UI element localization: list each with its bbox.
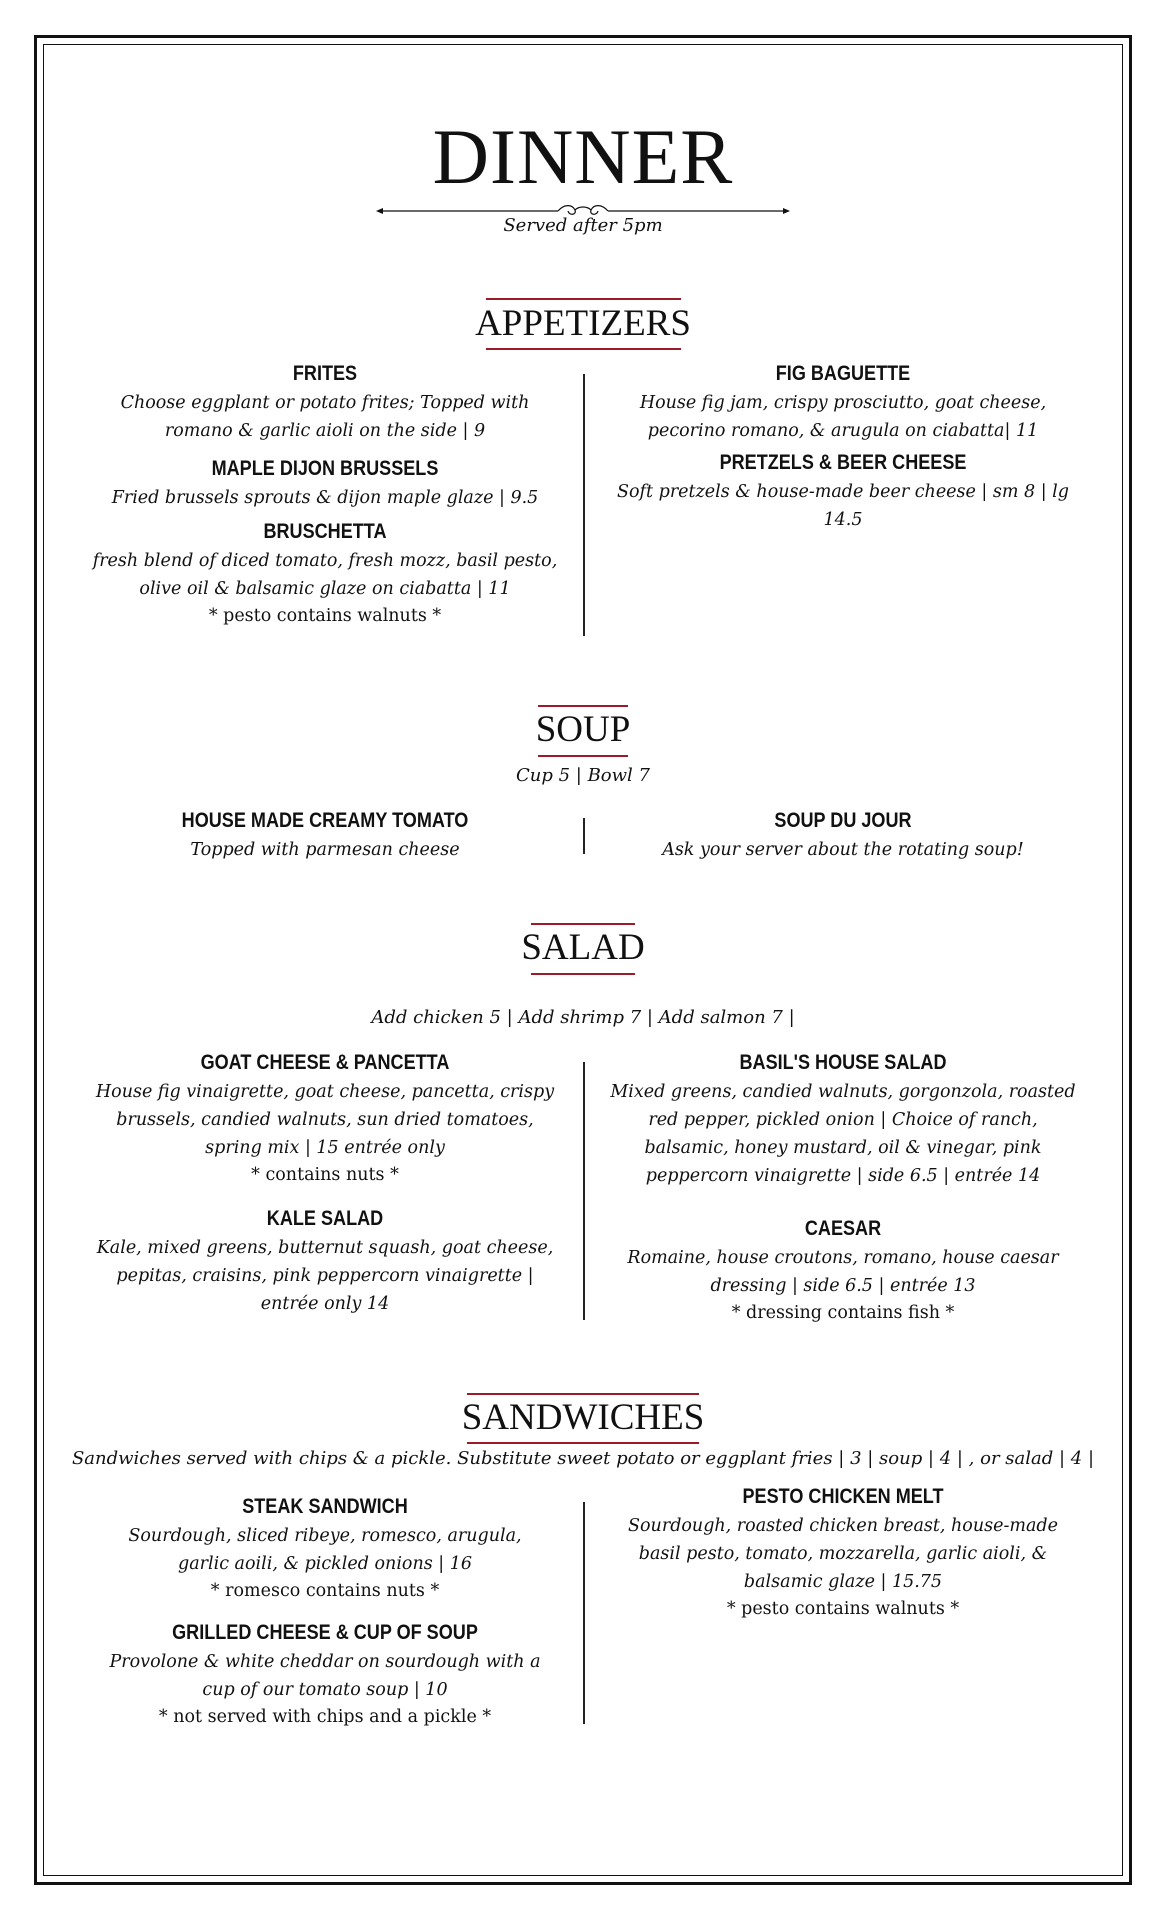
item-note: * romesco contains nuts * [210,1581,440,1601]
menu-item [90,517,560,629]
item-name: GOAT CHEESE & PANCETTA [200,1051,450,1074]
soup-right-column [608,806,1078,864]
item-name: HOUSE MADE CREAMY TOMATO [181,809,469,832]
item-description: Sourdough, sliced ribeye, romesco, arugula, garlic aoili, & pickled onions | 16 [128,1526,522,1574]
item-name: SOUP DU JOUR [774,809,912,832]
item-description: Fried brussels sprouts & dijon maple glaze | 9.5 [111,488,539,508]
appetizers-rule-top [486,298,681,300]
soup-pricing: Cup 5 | Bowl 7 [516,765,650,786]
item-name: PESTO CHICKEN MELT [742,1485,944,1508]
salad-rule-bottom [531,973,635,975]
soup-rule-bottom [538,755,628,757]
item-name: BASIL'S HOUSE SALAD [739,1051,947,1074]
menu-item [90,454,560,512]
appetizers-column-divider [583,374,585,636]
sandwiches-heading: SANDWICHES [461,1397,705,1438]
appetizers-left-column [90,359,560,629]
item-note: * not served with chips and a pickle * [158,1707,492,1727]
item-note: * pesto contains walnuts * [726,1599,960,1619]
item-name: FRITES [292,362,358,385]
item-description: House fig jam, crispy prosciutto, goat cheese, pecorino romano, & arugula on ciabatta| 11 [639,393,1047,441]
soup-heading: SOUP [535,709,631,750]
menu-item [90,359,560,445]
salad-left-column [90,1048,560,1318]
item-description: Ask your server about the rotating soup! [662,840,1024,860]
item-name: GRILLED CHEESE & CUP OF SOUP [172,1621,478,1644]
item-note: * contains nuts * [251,1165,399,1185]
item-name: PRETZELS & BEER CHEESE [719,451,967,474]
item-name: KALE SALAD [266,1207,384,1230]
item-description: Sourdough, roasted chicken breast, house-made basil pesto, tomato, mozzarella, garlic aioli, & balsamic glaze | 15.75 [628,1516,1058,1592]
appetizers-rule-bottom [486,348,681,350]
item-name: CAESAR [804,1217,882,1240]
sandwiches-left-column [90,1492,560,1730]
item-description: Romaine, house croutons, romano, house caesar dressing | side 6.5 | entrée 13 [627,1248,1059,1296]
menu-item [608,1048,1078,1190]
menu-item [608,1482,1078,1622]
item-description: House fig vinaigrette, goat cheese, pancetta, crispy brussels, candied walnuts, sun dried tomatoes, spring mix | 15 entrée only [95,1082,555,1158]
menu-item [608,359,1078,445]
menu-item [608,1214,1078,1326]
item-description: Choose eggplant or potato frites; Topped with romano & garlic aioli on the side | 9 [120,393,530,441]
appetizers-heading: APPETIZERS [475,303,691,344]
item-description: Soft pretzels & house-made beer cheese | sm 8 | lg 14.5 [617,482,1069,530]
menu-item [90,1048,560,1188]
sandwiches-column-divider [583,1502,585,1724]
item-description: Mixed greens, candied walnuts, gorgonzola, roasted red pepper, pickled onion | Choice of ranch, balsamic, honey mustard, oil & vinegar, pink peppercorn vinaigrette | side 6.5 | entrée 14 [610,1082,1076,1186]
item-note: * pesto contains walnuts * [208,606,442,626]
menu-item [90,1204,560,1318]
item-name: MAPLE DIJON BRUSSELS [211,457,439,480]
sandwiches-rule-bottom [467,1442,699,1444]
salad-right-column [608,1048,1078,1326]
soup-column-divider [583,818,585,854]
item-name: BRUSCHETTA [263,520,387,543]
salad-add-ons: Add chicken 5 | Add shrimp 7 | Add salmon 7 | [371,1007,795,1028]
soup-rule-top [538,705,628,707]
menu-item [90,1618,560,1730]
salad-rule-top [531,923,635,925]
appetizers-right-column [608,359,1078,534]
item-description: fresh blend of diced tomato, fresh mozz, basil pesto, olive oil & balsamic glaze on ciabatta | 11 [92,551,558,599]
salad-heading: SALAD [521,927,645,968]
item-description: Provolone & white cheddar on sourdough with a cup of our tomato soup | 10 [109,1652,541,1700]
item-note: * dressing contains fish * [731,1303,955,1323]
sandwiches-rule-top [467,1393,699,1395]
sandwiches-sides-note: Sandwiches served with chips & a pickle. Substitute sweet potato or eggplant fries | 3 | soup | 4 | , or salad | 4 | [71,1448,1095,1469]
item-description: Kale, mixed greens, butternut squash, goat cheese, pepitas, craisins, pink peppercorn vinaigrette | entrée only 14 [96,1238,554,1314]
item-name: STEAK SANDWICH [242,1495,408,1518]
page-title: DINNER [432,113,734,200]
item-description: Topped with parmesan cheese [190,840,460,860]
served-after-note: Served after 5pm [503,215,663,236]
menu-item [90,1492,560,1604]
sandwiches-right-column [608,1482,1078,1622]
salad-column-divider [583,1062,585,1320]
item-name: FIG BAGUETTE [775,362,911,385]
soup-left-column [90,806,560,864]
menu-item [608,448,1078,534]
